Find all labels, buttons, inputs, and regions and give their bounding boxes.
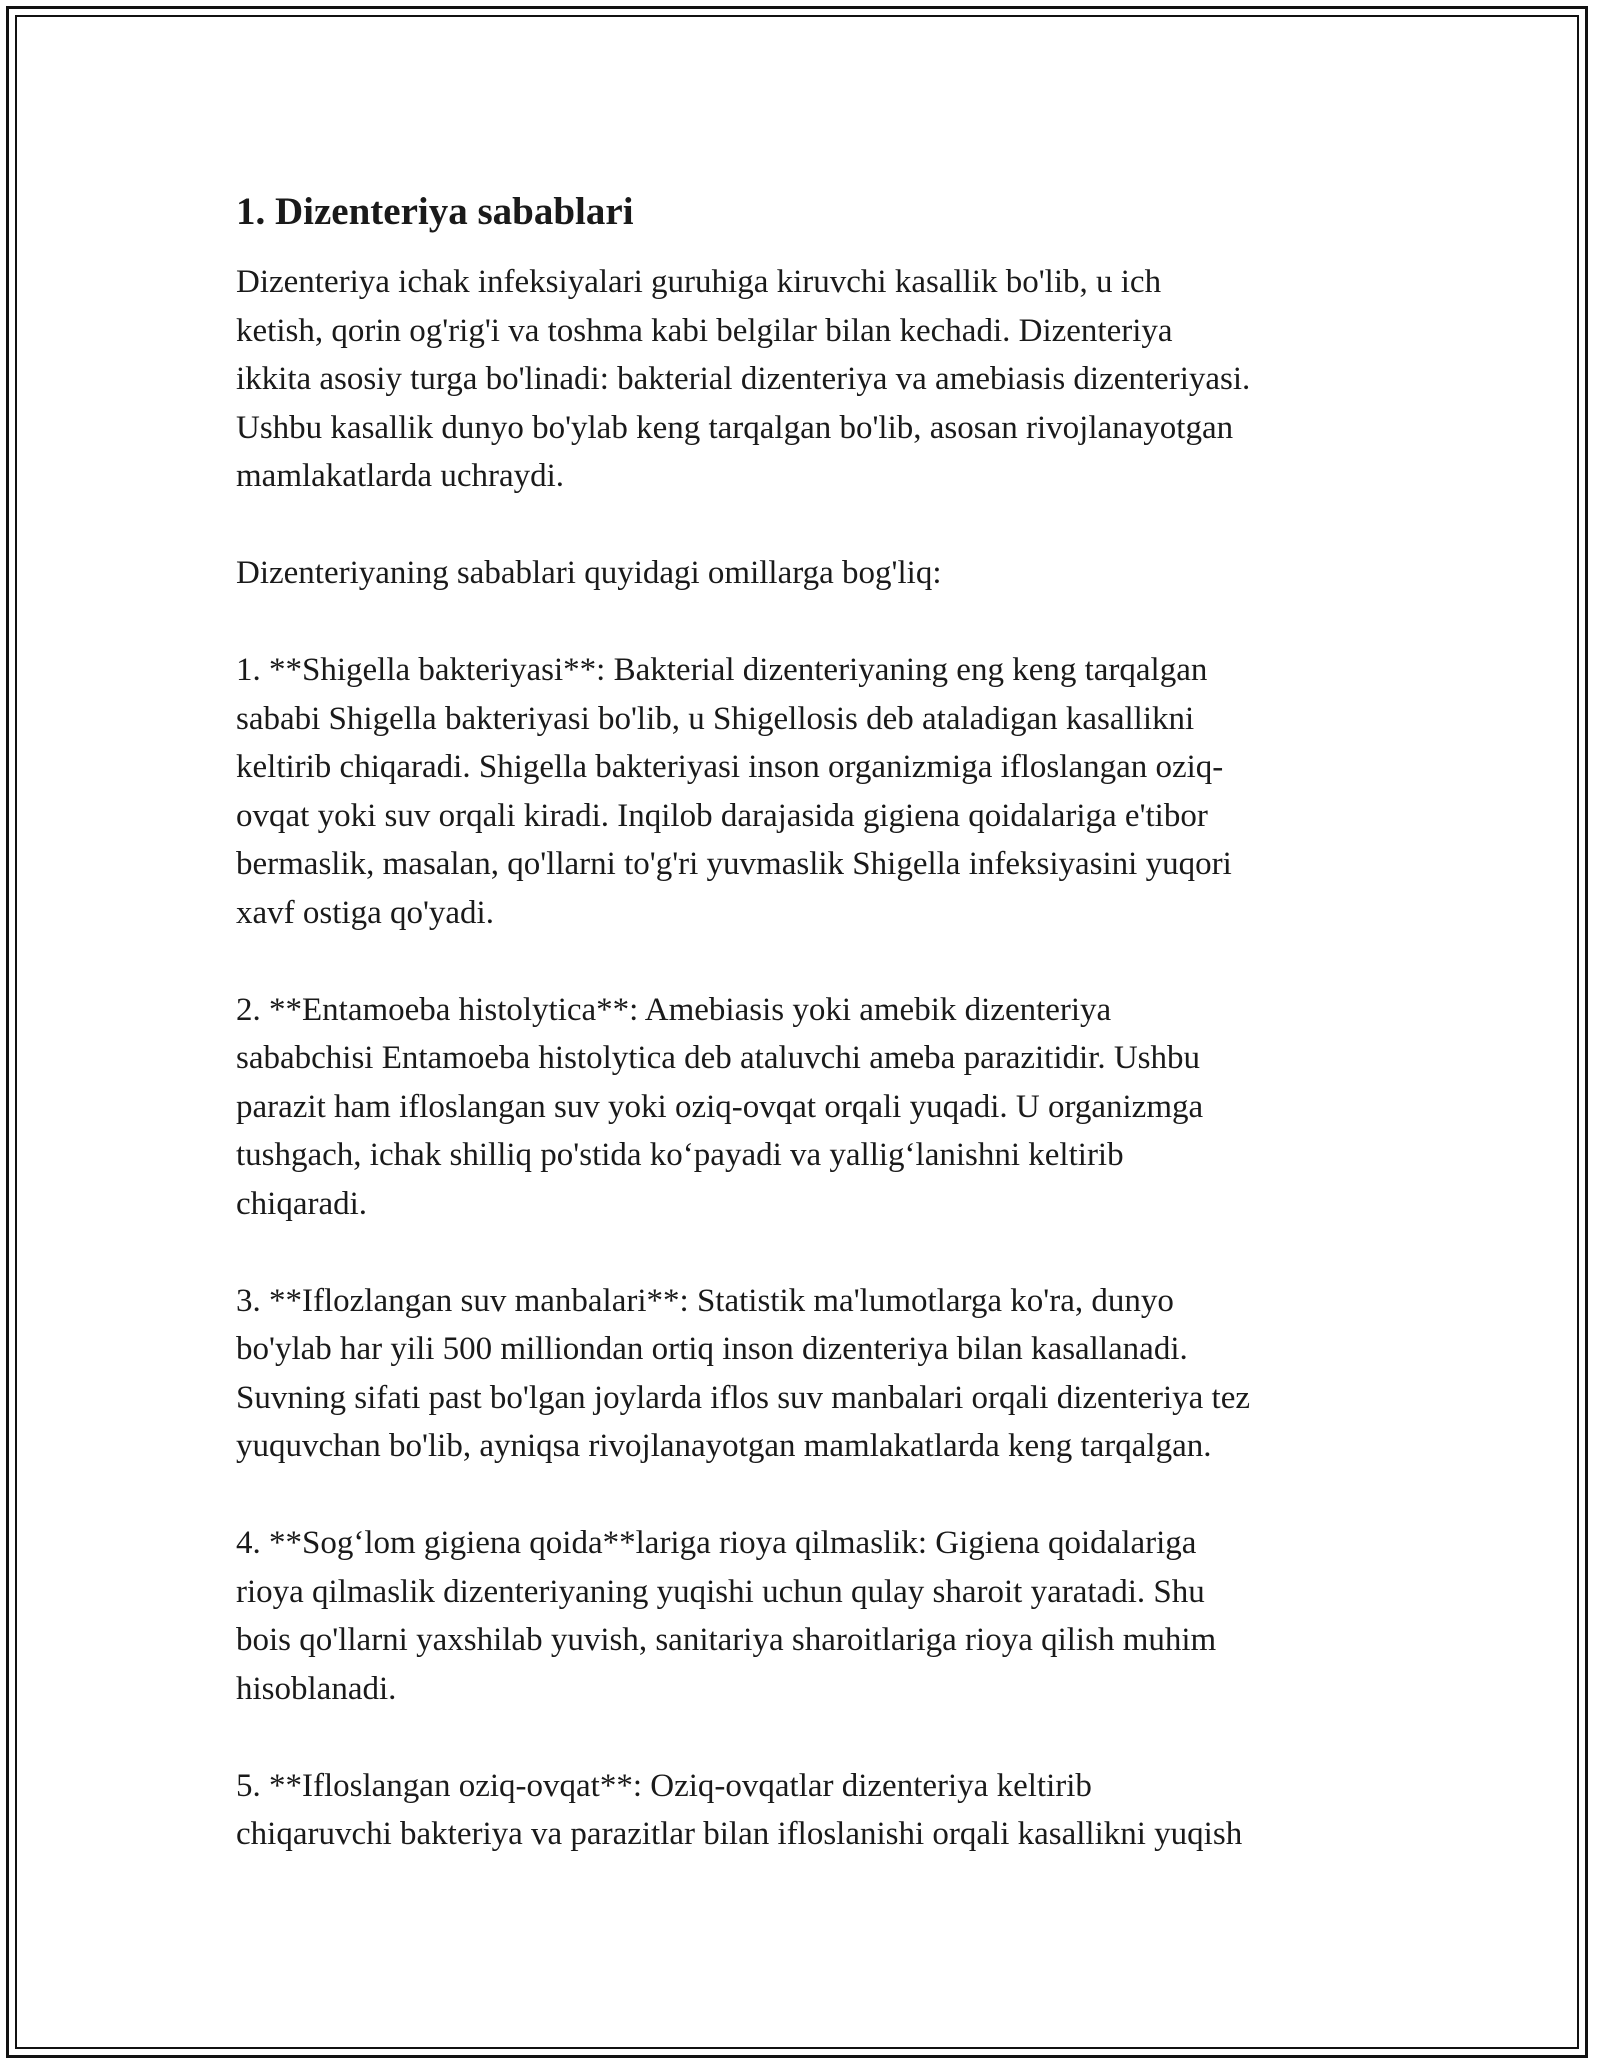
text-line: bo'ylab har yili 500 milliondan ortiq inson dizenteriya bilan kasallanadi.: [236, 1331, 1188, 1367]
text-line: 3. **Iflozlangan suv manbalari**: Statistik ma'lumotlarga ko'ra, dunyo: [236, 1282, 1174, 1319]
text-line: chiqaradi.: [236, 1185, 368, 1222]
text-line: yuquvchan bo'lib, ayniqsa rivojlanayotgan mamlakatlarda keng tarqalgan.: [236, 1428, 1212, 1464]
text-line: 5. **Ifloslangan oziq-ovqat**: Oziq-ovqatlar dizenteriya keltirib: [236, 1767, 1092, 1804]
text-line: Ushbu kasallik dunyo bo'ylab keng tarqalgan bo'lib, asosan rivojlanayotgan: [236, 409, 1234, 446]
text-line: mamlakatlarda uchraydi.: [236, 458, 565, 494]
section-heading: 1. Dizenteriya sabablari: [236, 190, 634, 233]
text-line: 2. **Entamoeba histolytica**: Amebiasis yoki amebik dizenteriya: [236, 991, 1112, 1028]
paragraph: [236, 986, 1376, 1229]
paragraph: [236, 1762, 1376, 1859]
text-line: Suvning sifati past bo'lgan joylarda iflos suv manbalari orqali dizenteriya tez: [236, 1379, 1251, 1416]
paragraph: [236, 646, 1376, 937]
text-line: Dizenteriya ichak infeksiyalari guruhiga kiruvchi kasallik bo'lib, u ich: [236, 264, 1162, 300]
paragraph-list: [236, 258, 1376, 1859]
paragraph: [236, 1277, 1376, 1471]
text-line: bois qo'llarni yaxshilab yuvish, sanitariya sharoitlariga rioya qilish muhim: [236, 1622, 1217, 1658]
text-line: xavf ostiga qo'yadi.: [236, 894, 494, 931]
paragraph: [236, 549, 1376, 598]
text-line: ovqat yoki suv orqali kiradi. Inqilob darajasida gigiena qoidalariga e'tibor: [236, 797, 1208, 834]
text-line: keltirib chiqaradi. Shigella bakteriyasi inson organizmiga ifloslangan oziq-: [236, 749, 1224, 785]
text-line: 4. **Sog‘lom gigiena qoida**lariga rioya qilmaslik: Gigiena qoidalariga: [236, 1525, 1197, 1561]
paragraph: [236, 258, 1376, 501]
text-line: sababchisi Entamoeba histolytica deb ataluvchi ameba parazitidir. Ushbu: [236, 1040, 1201, 1076]
text-line: sababi Shigella bakteriyasi bo'lib, u Shigellosis deb ataladigan kasallikni: [236, 700, 1195, 737]
text-line: rioya qilmaslik dizenteriyaning yuqishi uchun qulay sharoit yaratadi. Shu: [236, 1573, 1205, 1610]
text-line: 1. **Shigella bakteriyasi**: Bakterial dizenteriyaning eng keng tarqalgan: [236, 652, 1208, 688]
document-body: [236, 186, 1376, 1907]
paragraph: [236, 1519, 1376, 1713]
text-line: chiqaruvchi bakteriya va parazitlar bilan ifloslanishi orqali kasallikni yuqish: [236, 1816, 1243, 1852]
text-line: hisoblanadi.: [236, 1670, 397, 1707]
text-line: ketish, qorin og'rig'i va toshma kabi belgilar bilan kechadi. Dizenteriya: [236, 312, 1173, 349]
text-line: ikkita asosiy turga bo'linadi: bakterial dizenteriya va amebiasis dizenteriyasi.: [236, 361, 1251, 397]
text-line: bermaslik, masalan, qo'llarni to'g'ri yuvmaslik Shigella infeksiyasini yuqori: [236, 846, 1232, 882]
text-line: Dizenteriyaning sabablari quyidagi omillarga bog'liq:: [236, 555, 942, 591]
text-line: tushgach, ichak shilliq po'stida ko‘payadi va yallig‘lanishni keltirib: [236, 1137, 1124, 1173]
text-line: parazit ham ifloslangan suv yoki oziq-ovqat orqali yuqadi. U organizmga: [236, 1088, 1204, 1125]
